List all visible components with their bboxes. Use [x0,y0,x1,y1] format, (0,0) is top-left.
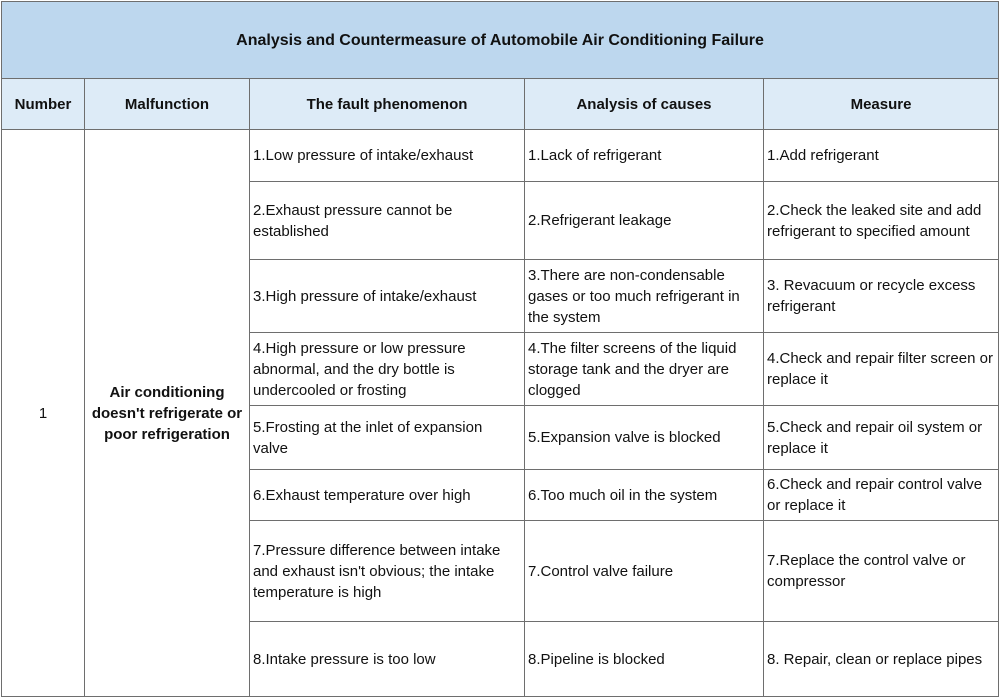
table-title: Analysis and Countermeasure of Automobile Air Conditioning Failure [2,2,999,79]
phenomenon-cell: 1.Low pressure of intake/exhaust [250,130,525,182]
header-number: Number [2,79,85,130]
title-row [2,2,999,79]
cause-cell: 8.Pipeline is blocked [525,622,764,697]
measure-cell: 5.Check and repair oil system or replace it [764,406,999,470]
phenomenon-cell: 6.Exhaust temperature over high [250,470,525,521]
failure-analysis-sheet [1,1,998,697]
cause-cell: 1.Lack of refrigerant [525,130,764,182]
cause-cell: 6.Too much oil in the system [525,470,764,521]
header-phenomenon: The fault phenomenon [250,79,525,130]
header-malfunction: Malfunction [85,79,250,130]
measure-cell: 7.Replace the control valve or compressor [764,521,999,622]
entry-number: 1 [2,130,85,697]
header-row [2,79,999,130]
cause-cell: 7.Control valve failure [525,521,764,622]
header-measure: Measure [764,79,999,130]
measure-cell: 3. Revacuum or recycle excess refrigerant [764,260,999,333]
header-causes: Analysis of causes [525,79,764,130]
measure-cell: 8. Repair, clean or replace pipes [764,622,999,697]
failure-analysis-table [1,1,999,697]
cause-cell: 4.The filter screens of the liquid storage tank and the dryer are clogged [525,333,764,406]
phenomenon-cell: 5.Frosting at the inlet of expansion valve [250,406,525,470]
measure-cell: 2.Check the leaked site and add refrigerant to specified amount [764,182,999,260]
measure-cell: 4.Check and repair filter screen or replace it [764,333,999,406]
cause-cell: 2.Refrigerant leakage [525,182,764,260]
table-row [2,130,999,182]
phenomenon-cell: 4.High pressure or low pressure abnormal, and the dry bottle is undercooled or frosting [250,333,525,406]
phenomenon-cell: 7.Pressure difference between intake and exhaust isn't obvious; the intake temperature is high [250,521,525,622]
phenomenon-cell: 3.High pressure of intake/exhaust [250,260,525,333]
entry-malfunction: Air conditioning doesn't refrigerate or poor refrigeration [85,130,250,697]
cause-cell: 5.Expansion valve is blocked [525,406,764,470]
cause-cell: 3.There are non-condensable gases or too much refrigerant in the system [525,260,764,333]
measure-cell: 6.Check and repair control valve or replace it [764,470,999,521]
phenomenon-cell: 8.Intake pressure is too low [250,622,525,697]
measure-cell: 1.Add refrigerant [764,130,999,182]
phenomenon-cell: 2.Exhaust pressure cannot be established [250,182,525,260]
